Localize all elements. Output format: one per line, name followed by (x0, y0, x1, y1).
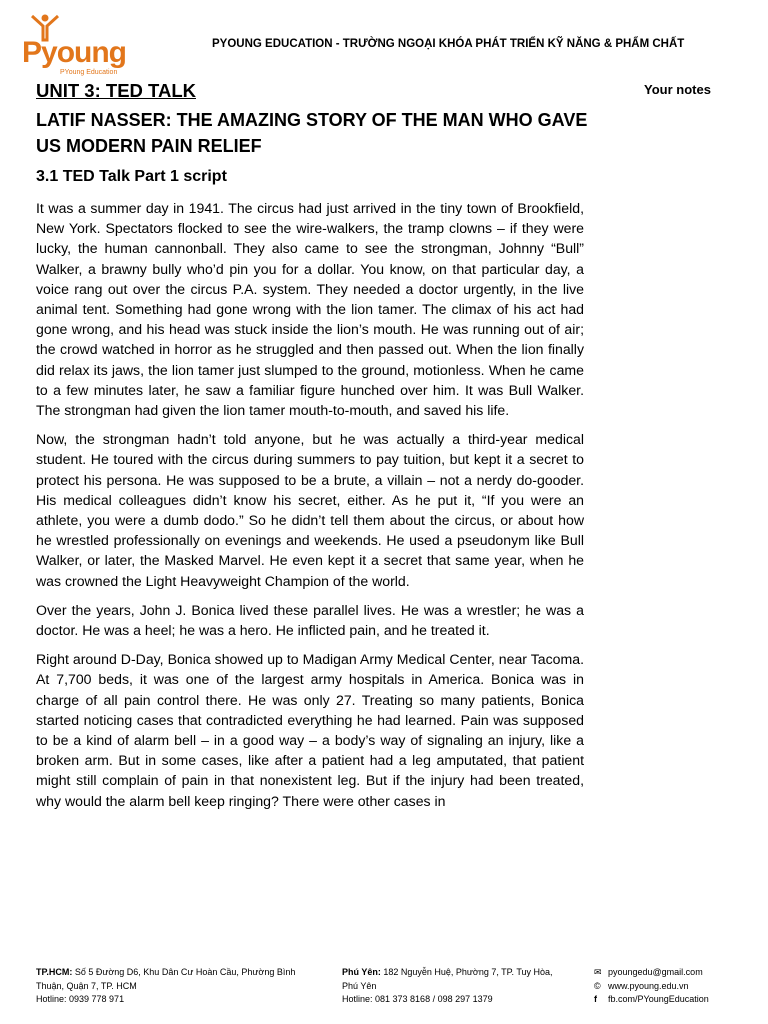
email-link[interactable]: pyoungedu@gmail.com (608, 967, 703, 977)
py-label: Phú Yên: (342, 967, 381, 977)
paragraph: Over the years, John J. Bonica lived these parallel lives. He was a wrestler; he was a doctor. He was a heel; he was a hero. He inflicted pain, and he treated it. (36, 601, 584, 639)
facebook-link[interactable]: fb.com/PYoungEducation (608, 994, 709, 1004)
facebook-icon: f (594, 994, 597, 1004)
paragraph: It was a summer day in 1941. The circus had just arrived in the tiny town of Brookfield, New York. Spectators flocked to see the wire-walkers, the tramp clowns – if they were lucky, the human cannonball. They also came to see the strongman, Johnny “Bull” Walker, a brawny bully who’d pin you for a dollar. You know, on that particular day, a voice rang out over the circus P.A. system. They needed a doctor urgently, in the live animal tent. Something had gone wrong with the lion tamer. The climax of his act had gone wrong, and his head was stuck inside the lion’s mouth. He was running out of air; the crowd watched in horror as he struggled and then passed out. When the lion finally did relax its jaws, the lion tamer just slumped to the ground, motionless. When he came to a few minutes later, he saw a familiar figure hunched over him. It was Bull Walker. The strongman had given the lion tamer mouth-to-mouth, and saved his life. (36, 200, 584, 419)
logo-wordmark: Pyoung (22, 36, 126, 69)
section-heading: 3.1 TED Talk Part 1 script (36, 168, 227, 185)
header-title: PYOUNG EDUCATION - TRƯỜNG NGOẠI KHÓA PHÁT TRIỂN KỸ NĂNG & PHẨM CHẤT (212, 38, 685, 50)
hcm-address: Số 5 Đường D6, Khu Dân Cư Hoàn Cầu, Phường Bình Thuận, Quận 7, TP. HCM (36, 967, 296, 991)
paragraph: Now, the strongman hadn’t told anyone, but he was actually a third-year medical student. He toured with the circus during summers to pay tuition, but kept it a secret to protect his persona. He was supposed to be a brute, a villain – not a nerdy do-gooder. His medical colleagues didn’t know his secret, either. As he put it, “If you were an athlete, you were a dumb dodo.” So he didn’t tell them about the circus, or about how he wrestled professionally on evenings and weekends. He used a pseudonym like Bull Walker, or later, the Masked Marvel. He even kept it a secret that same year, when he was crowned the Light Heavyweight Champion of the world. (36, 431, 584, 589)
pyoung-logo (22, 14, 126, 76)
footer-contact (594, 966, 764, 1007)
logo-subtitle: PYoung Education (60, 69, 118, 76)
script-body (36, 198, 584, 820)
web-icon: © (594, 980, 601, 991)
hcm-label: TP.HCM: (36, 967, 73, 977)
footer-hcm (36, 966, 306, 1007)
footer-phu-yen (342, 966, 562, 1007)
py-address: 182 Nguyễn Huệ, Phường 7, TP. Tuy Hòa, Phú Yên (342, 967, 553, 991)
py-hotline: Hotline: 081 373 8168 / 098 297 1379 (342, 994, 493, 1004)
unit-heading: UNIT 3: TED TALK (36, 80, 196, 101)
hcm-hotline: Hotline: 0939 778 971 (36, 994, 125, 1004)
website-link[interactable]: www.pyoung.edu.vn (608, 980, 689, 991)
email-icon: ✉ (594, 967, 602, 977)
talk-title: LATIF NASSER: THE AMAZING STORY OF THE MAN WHO GAVE US MODERN PAIN RELIEF (36, 110, 588, 156)
paragraph: Right around D-Day, Bonica showed up to Madigan Army Medical Center, near Tacoma. At 7,700 beds, it was one of the largest army hospitals in America. Bonica was in charge of all pain control there. He was only 27. Treating so many patients, Bonica started noticing cases that contradicted everything he had learned. Pain was supposed to be a kind of alarm bell – in a good way – a body’s way of signaling an injury, like a broken arm. But in some cases, like after a patient had a leg amputated, that patient might still complain of pain in that nonexistent leg. But if the injury had been treated, why would the alarm bell keep ringing? There were other cases in (36, 651, 584, 809)
your-notes-label: Your notes (644, 82, 711, 97)
